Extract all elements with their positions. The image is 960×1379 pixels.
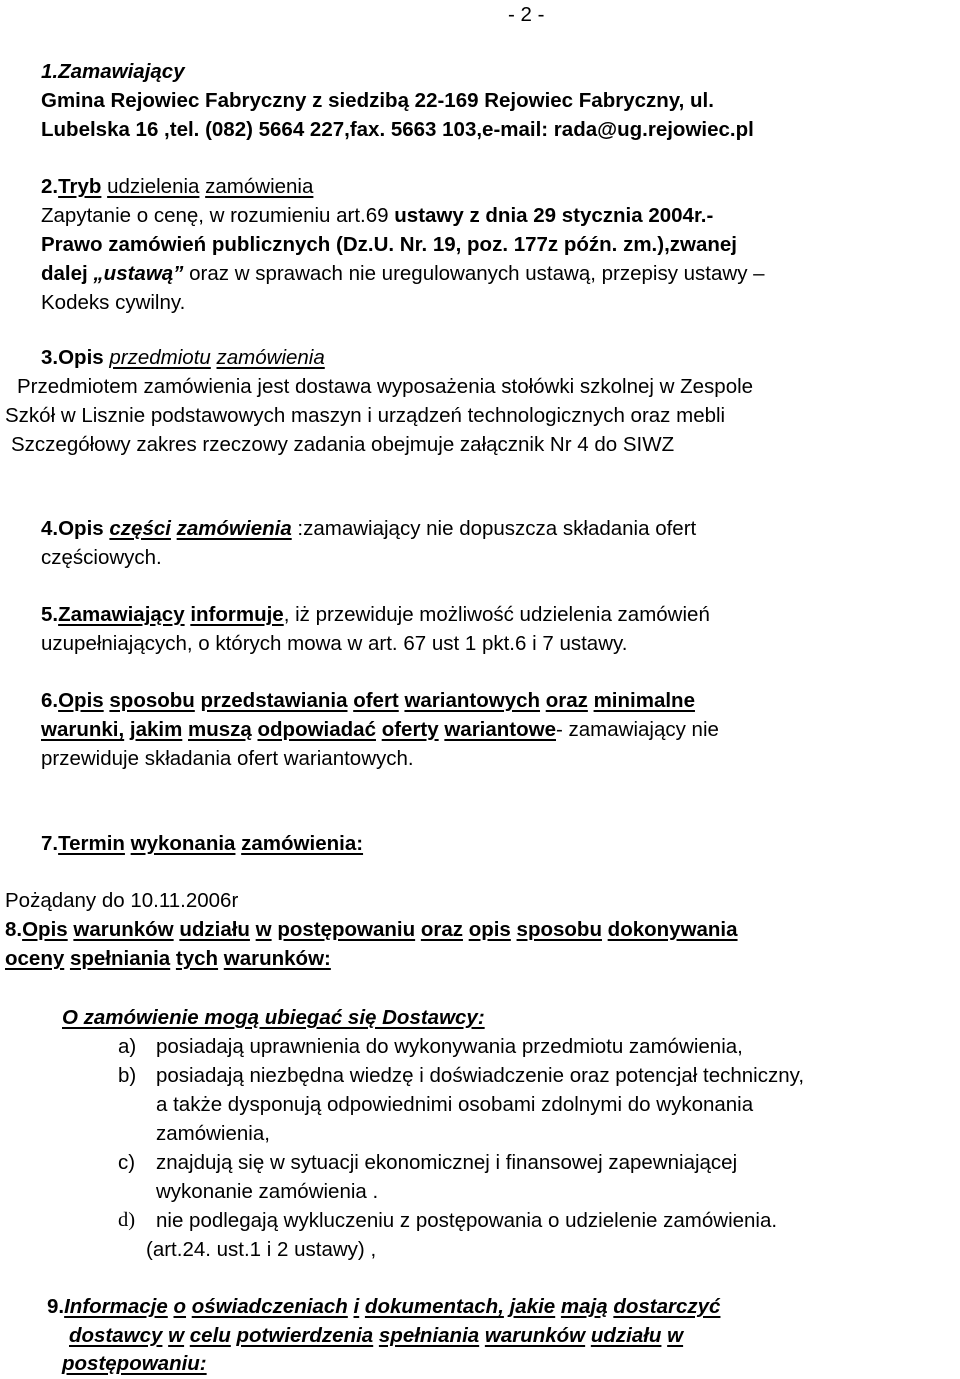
section-8-title-word: warunków:	[223, 947, 331, 970]
list-item-marker: c)	[118, 1151, 136, 1174]
section-4-number: 4.	[41, 517, 59, 540]
section-8-title-word: postępowaniu	[277, 918, 416, 941]
section-2-number: 2.	[41, 175, 59, 198]
section-8-title-word: spełniania	[69, 947, 171, 970]
list-item-marker: d)	[118, 1209, 136, 1231]
section-8-title-word: oceny	[5, 947, 65, 970]
section-9-line-2	[69, 1321, 683, 1350]
section-4-title-word: części	[109, 517, 171, 540]
section-9-title-word: warunków	[484, 1324, 586, 1347]
section-5-line-2: uzupełniających, o których mowa w art. 67 ust 1 pkt.6 i 7 ustawy.	[41, 632, 628, 655]
section-7-heading	[41, 829, 363, 858]
section-3-title-word: zamówienia	[216, 346, 325, 369]
section-8-footnote: (art.24. ust.1 i 2 ustawy) ,	[146, 1238, 377, 1261]
section-9-title-word: oświadczeniach	[191, 1295, 348, 1318]
section-2-line-3	[41, 259, 765, 288]
section-6-title-word: oferty	[381, 718, 439, 741]
section-9-title-word: Informacje	[64, 1295, 168, 1318]
section-2-title-word: zamówienia	[205, 175, 314, 198]
section-4-title-word: Opis	[58, 517, 104, 540]
section-5-number: 5.	[41, 603, 59, 626]
page-number: - 2 -	[508, 3, 545, 26]
list-item-text: posiadają uprawnienia do wykonywania przedmiotu zamówienia,	[156, 1035, 743, 1058]
section-8-title-word: opis	[468, 918, 511, 941]
section-6-title-word: wariantowe	[444, 718, 556, 741]
section-8-title-word: sposobu	[516, 918, 602, 941]
section-6-text: - zamawiający nie	[556, 718, 719, 741]
section-4-line-1	[41, 514, 696, 543]
section-6-title-word: warunki,	[41, 718, 125, 741]
section-1-line-1: Gmina Rejowiec Fabryczny z siedzibą 22-169 Rejowiec Fabryczny, ul.	[41, 89, 714, 112]
section-9-title-word: w	[168, 1324, 185, 1347]
section-3-title-word: Opis	[58, 346, 104, 369]
section-6-title-word: odpowiadać	[257, 718, 376, 741]
section-7-title-word: wykonania	[130, 832, 236, 855]
section-3-line-2: Szkół w Lisznie podstawowych maszyn i urządzeń technologicznych oraz mebli	[5, 404, 726, 427]
section-9-title-word: potwierdzenia	[236, 1324, 374, 1347]
section-2-title-word: udzielenia	[107, 175, 200, 198]
section-6-title-word: minimalne	[593, 689, 695, 712]
section-6-title-word: Opis	[58, 689, 104, 712]
section-4-text: :zamawiający nie dopuszcza składania ofert	[291, 517, 697, 540]
section-2-line-1	[41, 201, 713, 230]
section-2-heading	[41, 172, 313, 201]
list-item-text: zamówienia,	[156, 1122, 270, 1145]
section-6-line-1	[41, 686, 695, 715]
list-item-text: wykonanie zamówienia .	[156, 1180, 379, 1203]
section-9-number: 9.	[47, 1295, 65, 1318]
list-item-text: znajdują się w sytuacji ekonomicznej i finansowej zapewniającej	[156, 1151, 738, 1174]
section-6-line-3: przewiduje składania ofert wariantowych.	[41, 747, 414, 770]
section-9-title-word: dostarczyć	[613, 1295, 721, 1318]
section-8-title-word: w	[255, 918, 272, 941]
section-6-title-word: oraz	[545, 689, 588, 712]
section-8-line-2	[5, 944, 331, 973]
section-7-title-word: zamówienia:	[241, 832, 364, 855]
section-8-line-1	[5, 915, 738, 944]
section-2-text-bold: ustawy z dnia 29 stycznia 2004r.-	[394, 204, 714, 227]
section-7-number: 7.	[41, 832, 59, 855]
section-9-line-1	[47, 1292, 720, 1321]
section-2-line-4: Kodeks cywilny.	[41, 291, 186, 314]
section-9-title-word: dokumentach,	[364, 1295, 504, 1318]
section-9-line-3	[62, 1349, 207, 1378]
section-8-title-word: udziału	[179, 918, 250, 941]
section-9-title-word: mają	[560, 1295, 608, 1318]
section-3-heading	[41, 343, 325, 372]
section-1-title: Zamawiający	[58, 60, 185, 83]
section-8-title-word: Opis	[22, 918, 68, 941]
section-9-title-word: udziału	[590, 1324, 662, 1347]
section-9-title-word: dostawcy	[69, 1324, 163, 1347]
list-item-marker: b)	[118, 1064, 137, 1087]
section-3-title-word: przedmiotu	[109, 346, 211, 369]
section-4-line-2: częściowych.	[41, 546, 162, 569]
section-4-title-word: zamówienia	[176, 517, 292, 540]
section-2-text: oraz w sprawach nie uregulowanych ustawą, przepisy ustawy –	[183, 262, 765, 285]
section-2-quoted-term: „ustawą”	[93, 262, 184, 285]
section-5-line-1	[41, 600, 710, 629]
section-8-subheading: O zamówienie mogą ubiegać się Dostawcy:	[62, 1006, 485, 1029]
section-5-text: , iż przewiduje możliwość udzielenia zamówień	[283, 603, 710, 626]
section-9-title-word: o	[173, 1295, 187, 1318]
section-8-number: 8.	[5, 918, 23, 941]
section-9-title-word: w	[667, 1324, 684, 1347]
section-8-title-word: tych	[175, 947, 219, 970]
section-1-heading	[41, 57, 185, 86]
section-6-title-word: przedstawiania	[200, 689, 348, 712]
section-9-title-word: i	[353, 1295, 360, 1318]
section-8-title-word: oraz	[420, 918, 463, 941]
section-3-line-1: Przedmiotem zamówienia jest dostawa wyposażenia stołówki szkolnej w Zespole	[17, 375, 754, 398]
section-2-title-word: Tryb	[58, 175, 102, 198]
section-1-number: 1.	[41, 60, 59, 83]
section-3-number: 3.	[41, 346, 59, 369]
section-2-text: Zapytanie o cenę, w rozumieniu art.69	[41, 204, 389, 227]
section-5-title-word: informuje	[190, 603, 284, 626]
section-6-title-word: jakim	[129, 718, 183, 741]
section-5-title-word: Zamawiający	[58, 603, 185, 626]
list-item-text: a także dysponują odpowiednimi osobami zdolnymi do wykonania	[156, 1093, 754, 1116]
list-item-text: posiadają niezbędna wiedzę i doświadczenie oraz potencjał techniczny,	[156, 1064, 805, 1087]
section-9-title-word: spełniania	[378, 1324, 480, 1347]
section-7-title-word: Termin	[58, 832, 125, 855]
section-6-title-word: wariantowych	[404, 689, 541, 712]
section-2-line-2: Prawo zamówień publicznych (Dz.U. Nr. 19, poz. 177z późn. zm.),zwanej	[41, 233, 737, 256]
section-8-title-word: dokonywania	[607, 918, 738, 941]
section-6-title-word: muszą	[188, 718, 252, 741]
section-7-deadline: Pożądany do 10.11.2006r	[5, 889, 239, 912]
section-3-line-3: Szczegółowy zakres rzeczowy zadania obejmuje załącznik Nr 4 do SIWZ	[11, 433, 675, 456]
section-6-title-word: sposobu	[109, 689, 195, 712]
section-6-line-2	[41, 715, 719, 744]
list-item-text: nie podlegają wykluczeniu z postępowania o udzielenie zamówienia.	[156, 1209, 778, 1232]
list-item-marker: a)	[118, 1035, 137, 1058]
section-9-title-word: postępowaniu:	[62, 1352, 207, 1375]
section-9-title-word: jakie	[509, 1295, 556, 1318]
section-8-title-word: warunków	[73, 918, 174, 941]
section-6-title-word: ofert	[353, 689, 399, 712]
section-2-text-bold: dalej	[41, 262, 94, 285]
section-1-line-2: Lubelska 16 ,tel. (082) 5664 227,fax. 5663 103,e-mail: rada@ug.rejowiec.pl	[41, 118, 754, 141]
section-6-number: 6.	[41, 689, 59, 712]
section-9-title-word: celu	[189, 1324, 231, 1347]
